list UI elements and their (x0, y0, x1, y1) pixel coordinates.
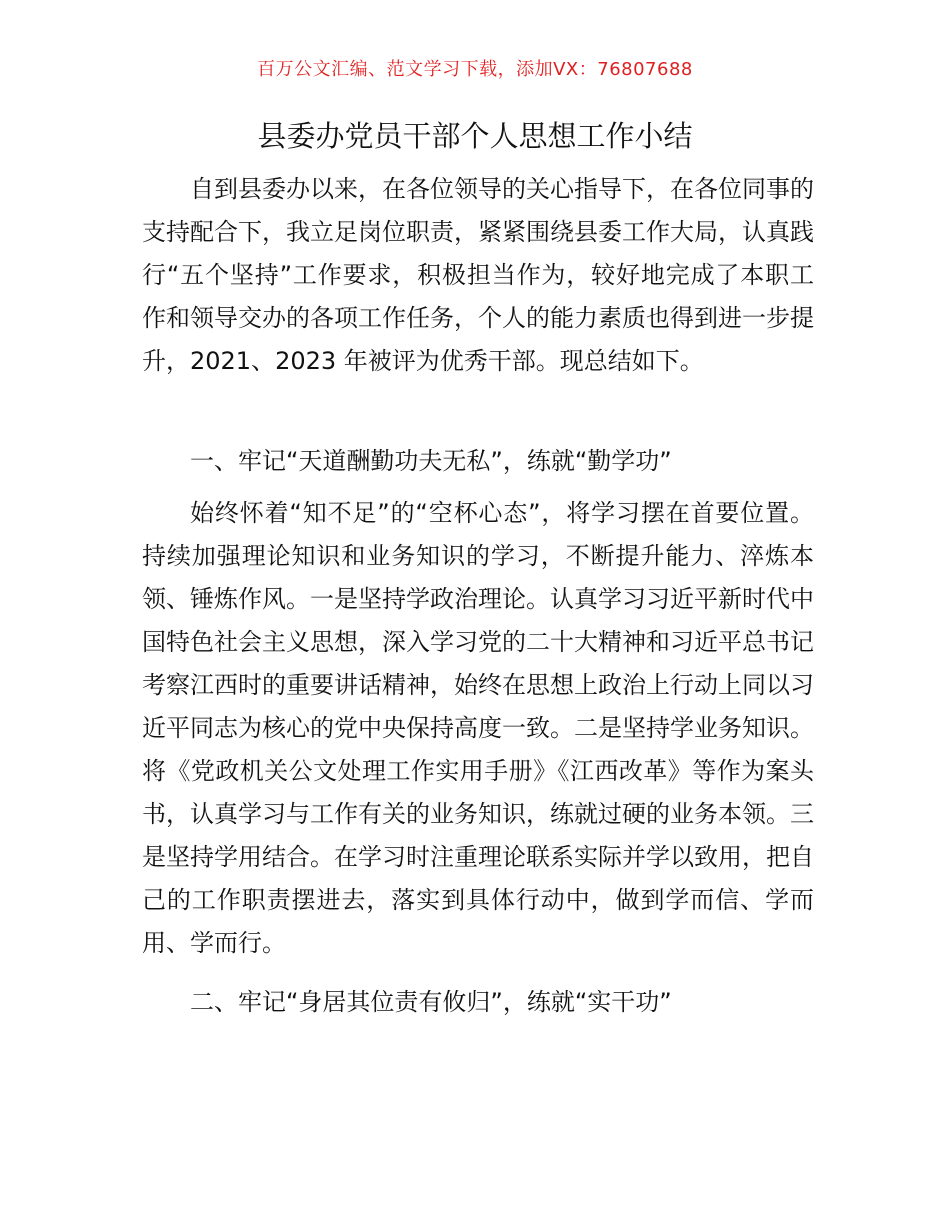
page-title: 县委办党员干部个人思想工作小结 (257, 119, 693, 153)
section-2-heading: 二、牢记“身居其位责有攸归”，练就“实干功” (190, 988, 672, 1016)
section-1-body: 始终怀着“知不足”的“空杯心态”，将学习摆在首要位置。持续加强理论知识和业务知识的学习，不断提升能力、淬炼本领、锤炼作风。一是坚持学政治理论。认真学习习近平新时代中国特色社会主义思想，深入学习党的二十大精神和习近平总书记考察江西时的重要讲话精神，始终在思想上政治上行动上同以习近平同志为核心的党中央保持高度一致。二是坚持学业务知识。将《党政机关公文处理工作实用手册》《江西改革》等作为案头书，认真学习与工作有关的业务知识，练就过硬的业务本领。三是坚持学用结合。在学习时注重理论联系实际并学以致用，把自己的工作职责摆进去，落实到具体行动中，做到学而信、学而用、学而行。 (142, 499, 814, 957)
watermark-banner: 百万公文汇编、范文学习下载，添加VX：76807688 (257, 59, 693, 80)
intro-paragraph: 自到县委办以来，在各位领导的关心指导下，在各位同事的支持配合下，我立足岗位职责，紧紧围绕县委工作大局，认真践行“五个坚持”工作要求，积极担当作为，较好地完成了本职工作和领导交办的各项工作任务，个人的能力素质也得到进一步提升，2021、2023 年被评为优秀干部。现总结如下。 (142, 175, 814, 375)
section-1-heading: 一、牢记“天道酬勤功夫无私”，练就“勤学功” (190, 447, 672, 475)
